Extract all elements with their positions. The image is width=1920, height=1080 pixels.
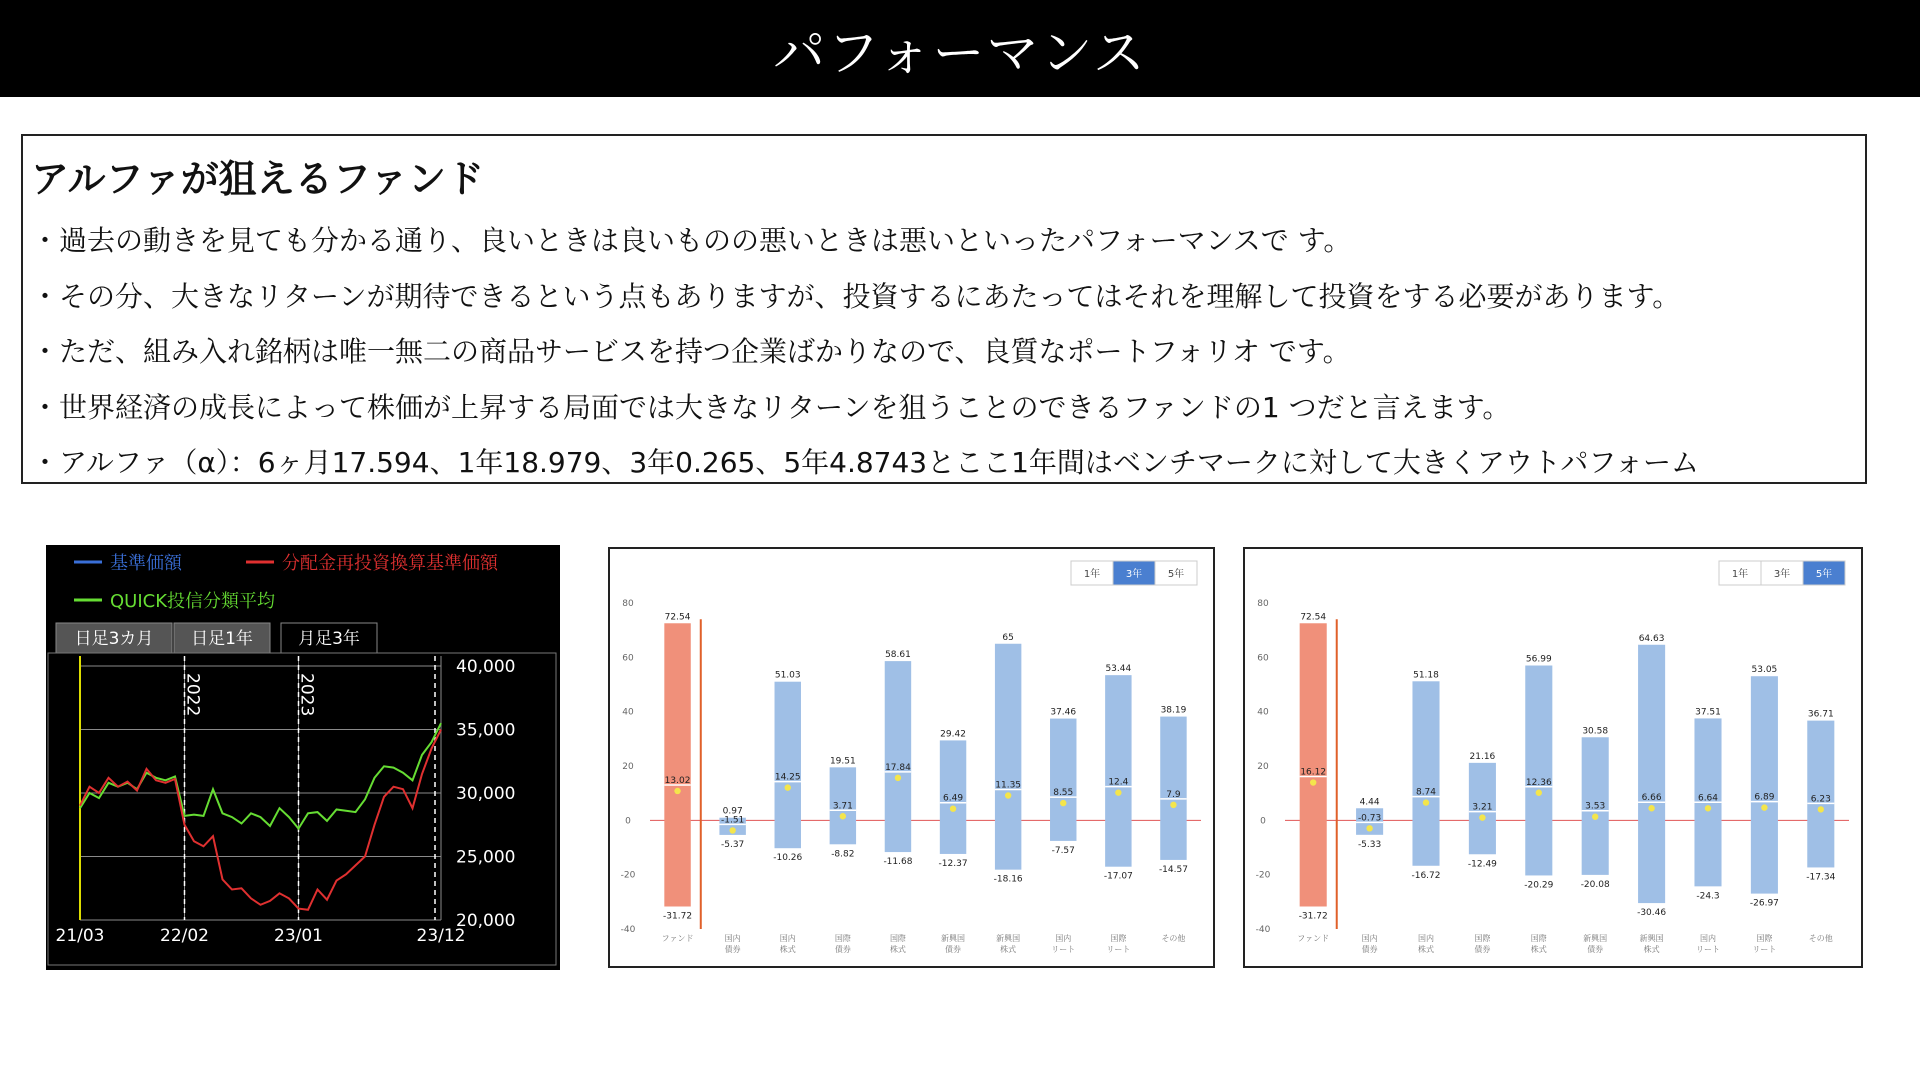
mid-value-label: 3.71 — [832, 801, 853, 812]
range-toggle-label: 5年 — [1167, 569, 1185, 580]
range-bar — [995, 644, 1021, 870]
y-tick-label: 0 — [1260, 816, 1266, 827]
category-label: 国際 — [1530, 934, 1547, 943]
legend-label: 基準価額 — [110, 553, 182, 574]
mid-dot — [1170, 802, 1176, 808]
mid-value-label: -0.73 — [1357, 813, 1382, 824]
category-label: リート — [1696, 945, 1720, 954]
y-tick-label: 40,000 — [456, 657, 516, 677]
mid-value-label: 12.36 — [1525, 777, 1552, 788]
range-toggle-label: 5年 — [1815, 569, 1833, 580]
y-tick-label: 80 — [1257, 599, 1269, 609]
category-label: 新興国 — [941, 934, 966, 943]
mid-value-label: 14.25 — [774, 772, 801, 783]
mid-value-label: 6.23 — [1810, 794, 1831, 805]
category-label: 債券 — [1587, 945, 1604, 954]
category-label: 債券 — [724, 945, 741, 954]
y-tick-label: 25,000 — [456, 847, 516, 868]
y-tick-label: 40 — [1257, 707, 1269, 718]
high-value-label: 65 — [1002, 632, 1014, 643]
mid-value-label: 8.74 — [1415, 787, 1437, 798]
chart-tab-label[interactable]: 月足3年 — [298, 629, 360, 649]
low-value-label: -5.37 — [721, 839, 745, 850]
mid-dot — [895, 775, 901, 781]
high-value-label: 56.99 — [1525, 654, 1552, 665]
range-bar — [664, 623, 690, 906]
series-line — [80, 730, 441, 910]
category-label: 国際 — [889, 934, 906, 943]
category-label: 国内 — [1418, 934, 1434, 943]
mid-dot — [1479, 814, 1485, 820]
range-bar — [1638, 645, 1665, 903]
high-value-label: 4.44 — [1359, 797, 1380, 808]
category-label: 債券 — [834, 945, 851, 954]
mid-dot — [1761, 804, 1767, 810]
summary-bullet: ・過去の動きを見ても分かる通り、良いときは良いものの悪いときは悪いといったパフォーマンスで す。 — [31, 224, 1352, 257]
mid-value-label: 13.02 — [664, 775, 691, 786]
range-bar — [1525, 666, 1552, 876]
category-label: 株式 — [1643, 945, 1660, 954]
low-value-label: -31.72 — [1298, 911, 1328, 922]
return-range-chart-5y — [1243, 547, 1863, 968]
range-bar — [1300, 623, 1327, 906]
low-value-label: -7.57 — [1051, 845, 1075, 856]
low-value-label: -17.07 — [1103, 871, 1133, 882]
high-value-label: 72.54 — [1300, 612, 1327, 623]
return-range-chart-5y-svg — [1245, 549, 1861, 966]
high-value-label: 53.44 — [1105, 664, 1132, 675]
return-range-chart-3y-svg — [610, 549, 1213, 966]
category-label: 国際 — [1474, 934, 1491, 943]
mid-dot — [674, 788, 680, 794]
mid-value-label: 11.35 — [995, 780, 1022, 791]
low-value-label: -20.08 — [1580, 879, 1610, 890]
category-label: 新興国 — [1583, 934, 1608, 943]
range-bar — [1160, 717, 1186, 860]
high-value-label: 0.97 — [722, 806, 743, 817]
high-value-label: 29.42 — [940, 729, 966, 740]
mid-dot — [1060, 800, 1066, 806]
mid-dot — [1705, 805, 1711, 811]
y-tick-label: -20 — [1255, 870, 1271, 881]
mid-dot — [729, 827, 735, 833]
y-tick-label: 60 — [622, 653, 634, 664]
mid-dot — [785, 784, 791, 790]
high-value-label: 72.54 — [664, 612, 691, 623]
high-value-label: 37.51 — [1695, 707, 1721, 718]
mid-dot — [1366, 825, 1372, 831]
mid-dot — [950, 806, 956, 812]
y-tick-label: 30,000 — [456, 784, 516, 804]
category-label: その他 — [1808, 934, 1833, 943]
mid-dot — [1005, 792, 1011, 798]
mid-value-label: 7.9 — [1166, 789, 1181, 800]
low-value-label: -17.34 — [1806, 872, 1836, 883]
category-label: リート — [1752, 945, 1777, 954]
category-label: 国際 — [834, 934, 851, 943]
summary-bullet: ・アルファ（α）：6ヶ月17.594、1年18.979、3年0.265、5年4.8743とここ1年間はベンチマークに対して大きくアウトパフォーム — [31, 446, 1699, 479]
mid-dot — [1423, 799, 1429, 805]
range-toggle-label: 1年 — [1731, 569, 1749, 580]
category-label: 株式 — [779, 945, 796, 954]
high-value-label: 37.46 — [1050, 707, 1077, 718]
y-tick-label: -40 — [620, 925, 636, 935]
range-bar — [885, 661, 911, 852]
high-value-label: 30.58 — [1582, 726, 1609, 737]
series-line — [80, 723, 441, 828]
low-value-label: -12.37 — [938, 858, 968, 869]
summary-bullet: ・その分、大きなリターンが期待できるという点もありますが、投資するにあたってはそれを理解して投資をする必要があります。 — [31, 279, 1681, 313]
low-value-label: -31.72 — [663, 911, 693, 922]
high-value-label: 58.61 — [885, 650, 911, 661]
range-toggle-label: 3年 — [1773, 569, 1791, 580]
legend-label: 分配金再投資換算基準価額 — [282, 553, 498, 574]
low-value-label: -20.29 — [1524, 880, 1554, 891]
category-label: 新興国 — [1639, 934, 1664, 943]
high-value-label: 38.19 — [1160, 705, 1187, 716]
mid-dot — [1592, 814, 1598, 820]
mid-dot — [1536, 790, 1542, 796]
low-value-label: -12.49 — [1467, 859, 1497, 870]
y-tick-label: 20 — [622, 762, 634, 772]
mid-value-label: -1.51 — [721, 815, 745, 826]
summary-bullet: ・ただ、組み入れ銘柄は唯一無二の商品サービスを持つ企業ばかりなので、良質なポートフォリオ です。 — [31, 335, 1351, 368]
page-title-bar — [0, 0, 1920, 97]
category-label: 債券 — [1361, 945, 1378, 954]
category-label: リート — [1051, 945, 1076, 954]
category-label: 株式 — [1530, 945, 1547, 954]
range-toggle-label: 1年 — [1083, 569, 1101, 580]
high-value-label: 64.63 — [1638, 633, 1665, 644]
mid-value-label: 6.66 — [1641, 793, 1662, 804]
category-label: 株式 — [1418, 945, 1434, 954]
range-toggle-label: 3年 — [1125, 569, 1143, 580]
y-tick-label: 40 — [622, 707, 634, 718]
high-value-label: 51.03 — [774, 670, 801, 681]
mid-value-label: 3.21 — [1472, 802, 1493, 813]
category-label: 国内 — [1361, 934, 1378, 943]
category-label: 国内 — [724, 934, 741, 943]
category-label: 国内 — [1700, 934, 1716, 943]
high-value-label: 53.05 — [1751, 665, 1778, 676]
mid-dot — [840, 813, 846, 819]
category-label: 国際 — [1110, 934, 1127, 943]
x-tick-label: 23/01 — [274, 926, 323, 946]
category-label: リート — [1106, 945, 1131, 954]
range-bar — [1751, 676, 1778, 893]
mid-value-label: 3.53 — [1585, 801, 1606, 812]
year-marker-label: 2023 — [296, 673, 317, 717]
category-label: その他 — [1161, 934, 1186, 943]
category-label: 株式 — [1000, 945, 1017, 954]
category-label: 国内 — [779, 934, 796, 943]
range-bar — [1412, 681, 1439, 865]
y-tick-label: 20,000 — [456, 911, 516, 931]
y-tick-label: 80 — [622, 599, 634, 609]
low-value-label: -14.57 — [1158, 864, 1188, 875]
mid-value-label: 8.55 — [1053, 788, 1074, 799]
category-label: 債券 — [945, 945, 962, 954]
y-tick-label: 0 — [625, 816, 631, 827]
low-value-label: -30.46 — [1637, 908, 1667, 919]
mid-value-label: 17.84 — [885, 762, 911, 773]
low-value-label: -18.16 — [993, 874, 1023, 885]
category-label: 国際 — [1756, 934, 1773, 943]
range-bar — [775, 682, 801, 849]
x-tick-label: 21/03 — [55, 926, 105, 946]
mid-dot — [1648, 805, 1654, 811]
low-value-label: -8.82 — [831, 849, 855, 860]
page-title: パフォーマンス — [773, 24, 1147, 84]
mid-value-label: 16.12 — [1300, 767, 1327, 778]
low-value-label: -10.26 — [773, 853, 803, 864]
y-tick-label: 20 — [1257, 762, 1269, 772]
mid-value-label: 6.89 — [1754, 792, 1775, 803]
summary-box — [21, 134, 1867, 484]
y-tick-label: -20 — [620, 870, 636, 881]
low-value-label: -16.72 — [1411, 870, 1441, 881]
low-value-label: -11.68 — [883, 857, 913, 868]
low-value-label: -24.3 — [1696, 891, 1720, 902]
category-label: 株式 — [889, 945, 906, 954]
chart-tab-label[interactable]: 日足1年 — [191, 629, 253, 649]
mid-value-label: 6.49 — [943, 793, 964, 804]
category-label: ファンド — [661, 934, 694, 943]
y-tick-label: -40 — [1255, 925, 1271, 935]
high-value-label: 19.51 — [829, 756, 856, 767]
x-tick-label: 23/12 — [416, 926, 466, 946]
range-bar — [1050, 719, 1076, 841]
low-value-label: -5.33 — [1357, 839, 1382, 850]
mid-dot — [1818, 806, 1824, 812]
category-label: ファンド — [1297, 934, 1330, 943]
high-value-label: 51.18 — [1413, 670, 1439, 681]
low-value-label: -26.97 — [1749, 898, 1779, 909]
y-tick-label: 35,000 — [456, 720, 516, 741]
summary-bullet: ・世界経済の成長によって株価が上昇する局面では大きなリターンを狙うことのできるファンドの1 つだと言えます。 — [31, 390, 1511, 424]
category-label: 債券 — [1474, 945, 1491, 954]
mid-dot — [1310, 779, 1316, 785]
price-line-chart — [46, 545, 560, 970]
y-tick-label: 60 — [1257, 653, 1269, 664]
return-range-chart-3y — [608, 547, 1215, 968]
legend-label: QUICK投信分類平均 — [110, 591, 276, 612]
summary-heading: アルファが狙えるファンド — [31, 157, 484, 201]
year-marker-label: 2022 — [182, 673, 203, 717]
mid-dot — [1115, 789, 1121, 795]
mid-value-label: 6.64 — [1697, 793, 1719, 804]
category-label: 国内 — [1055, 934, 1072, 943]
category-label: 新興国 — [996, 934, 1021, 943]
range-bar — [1105, 675, 1131, 867]
high-value-label: 21.16 — [1469, 751, 1496, 762]
chart-tab-label[interactable]: 日足3カ月 — [74, 629, 154, 649]
high-value-label: 36.71 — [1807, 709, 1834, 720]
mid-value-label: 12.4 — [1108, 777, 1129, 788]
price-line-chart-svg — [46, 545, 560, 970]
x-tick-label: 22/02 — [160, 926, 209, 946]
